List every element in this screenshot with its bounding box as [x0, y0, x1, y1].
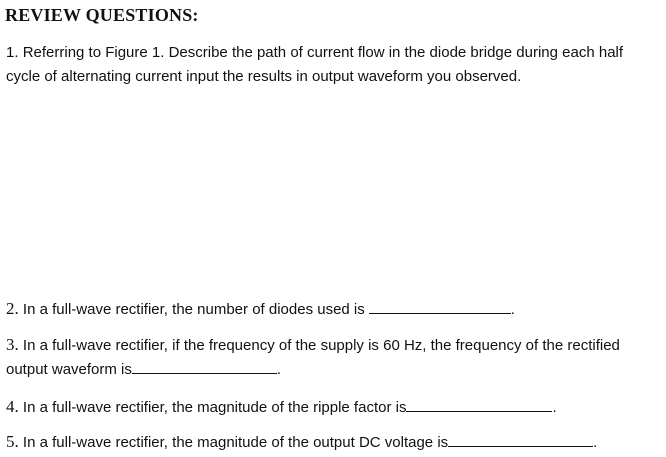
answer-blank-4[interactable]: [406, 398, 552, 412]
question-1-line-2: cycle of alternating current input the results in output waveform you observed.: [6, 68, 522, 85]
question-2-end: .: [510, 301, 515, 318]
question-3-end: .: [276, 361, 282, 378]
question-5-text: In a full-wave rectifier, the magnitude of the output DC voltage is: [22, 434, 449, 451]
question-5: [6, 430, 597, 455]
question-3-number: 3.: [6, 335, 19, 354]
question-3-line-1: In a full-wave rectifier, if the frequency of the supply is 60 Hz, the frequency of the rectified: [22, 337, 620, 354]
question-4-end: .: [552, 399, 557, 416]
question-1-line-1: Referring to Figure 1. Describe the path of current flow in the diode bridge during each half: [22, 44, 624, 61]
question-3-line-2: output waveform is: [6, 361, 132, 378]
question-4-number: 4.: [6, 397, 19, 416]
section-title: REVIEW QUESTIONS:: [5, 5, 199, 25]
question-5-end: .: [593, 434, 598, 451]
question-3: [6, 333, 620, 382]
answer-blank-2[interactable]: [369, 300, 511, 314]
question-4-text: In a full-wave rectifier, the magnitude of the ripple factor is: [22, 399, 407, 416]
answer-blank-5[interactable]: [448, 433, 593, 447]
question-2-text: In a full-wave rectifier, the number of diodes used is: [22, 301, 365, 318]
question-1: [6, 41, 623, 89]
question-2-number: 2.: [6, 299, 19, 318]
question-4: [6, 395, 557, 420]
question-2: [6, 297, 515, 322]
question-1-number: 1.: [6, 44, 19, 61]
question-5-number: 5.: [6, 432, 19, 451]
answer-blank-3[interactable]: [132, 360, 277, 374]
